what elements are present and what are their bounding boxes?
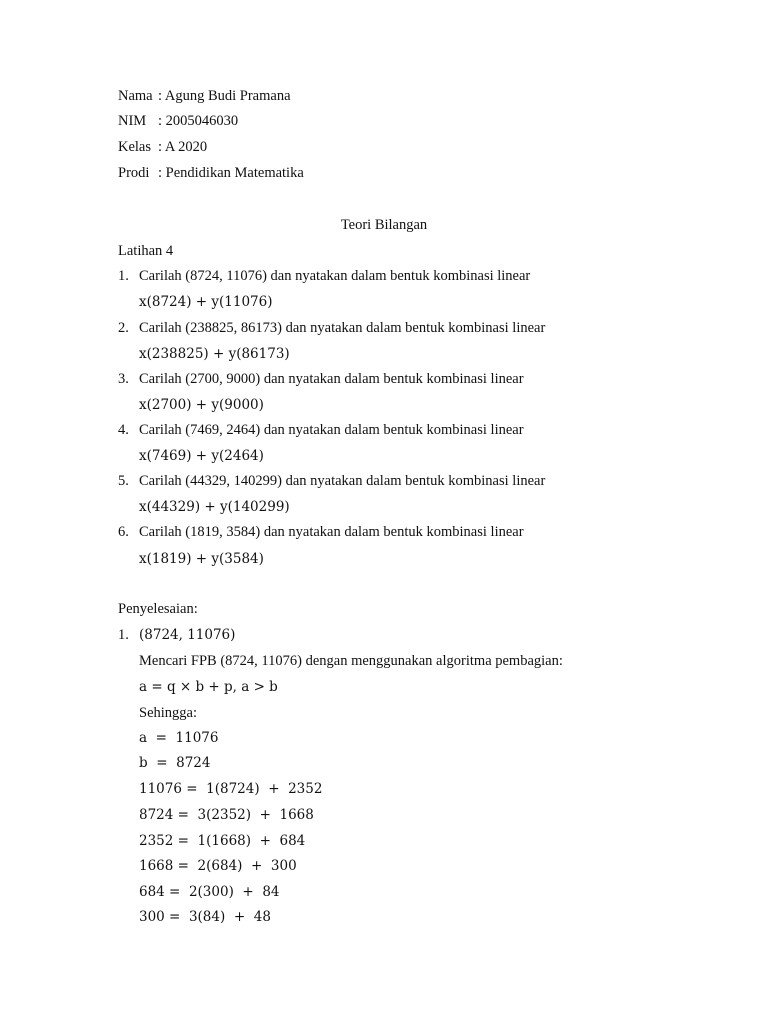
solution-step: 11076 = 1(8724) + 2352 <box>139 781 323 797</box>
exercise-formula: x(238825) + y(86173) <box>139 346 290 362</box>
exercise-number: 6. <box>118 524 129 540</box>
solution-step: 2352 = 1(1668) + 684 <box>139 833 306 849</box>
exercise-text: Carilah (7469, 2464) dan nyatakan dalam bentuk kombinasi linear <box>139 422 524 438</box>
exercise-formula: x(1819) + y(3584) <box>139 551 264 567</box>
exercise-heading: Latihan 4 <box>118 243 174 259</box>
prodi-label: Prodi <box>118 165 150 181</box>
solution-step: 300 = 3(84) + 48 <box>139 909 271 925</box>
solution-heading: Penyelesaian: <box>118 601 198 617</box>
prodi-value: : Pendidikan Matematika <box>158 165 304 181</box>
solution-rule: a = q × b + p, a > b <box>139 679 278 695</box>
solution-sehingga: Sehingga: <box>139 705 197 721</box>
nim-value: : 2005046030 <box>158 113 239 129</box>
exercise-formula: x(7469) + y(2464) <box>139 448 264 464</box>
exercise-text: Carilah (44329, 140299) dan nyatakan dalam bentuk kombinasi linear <box>139 473 546 489</box>
name-value: : Agung Budi Pramana <box>158 88 291 104</box>
kelas-label: Kelas <box>118 139 152 155</box>
exercise-number: 3. <box>118 371 129 387</box>
document-title: Teori Bilangan <box>340 217 428 233</box>
solution-intro: Mencari FPB (8724, 11076) dengan menggunakan algoritma pembagian: <box>139 653 563 669</box>
solution-number: 1. <box>118 627 129 643</box>
solution-b-value: b = 8724 <box>139 755 211 771</box>
exercise-number: 2. <box>118 320 129 336</box>
exercise-number: 4. <box>118 422 129 438</box>
exercise-number: 1. <box>118 268 129 284</box>
exercise-formula: x(2700) + y(9000) <box>139 397 264 413</box>
solution-step: 8724 = 3(2352) + 1668 <box>139 807 314 823</box>
solution-pair: (8724, 11076) <box>139 627 236 643</box>
kelas-value: : A 2020 <box>158 139 208 155</box>
exercise-formula: x(44329) + y(140299) <box>139 499 290 515</box>
exercise-text: Carilah (238825, 86173) dan nyatakan dalam bentuk kombinasi linear <box>139 320 546 336</box>
solution-step: 1668 = 2(684) + 300 <box>139 858 297 874</box>
identity-prodi-row <box>118 164 304 182</box>
exercise-number: 5. <box>118 473 129 489</box>
name-label: Nama <box>118 88 153 104</box>
identity-kelas-row <box>118 138 207 156</box>
nim-label: NIM <box>118 113 147 129</box>
exercise-text: Carilah (8724, 11076) dan nyatakan dalam bentuk kombinasi linear <box>139 268 531 284</box>
identity-nim-row <box>118 112 238 130</box>
exercise-text: Carilah (1819, 3584) dan nyatakan dalam bentuk kombinasi linear <box>139 524 524 540</box>
exercise-text: Carilah (2700, 9000) dan nyatakan dalam bentuk kombinasi linear <box>139 371 524 387</box>
identity-name-row <box>118 87 291 105</box>
solution-step: 684 = 2(300) + 84 <box>139 884 280 900</box>
exercise-formula: x(8724) + y(11076) <box>139 294 273 310</box>
solution-a-value: a = 11076 <box>139 730 219 746</box>
